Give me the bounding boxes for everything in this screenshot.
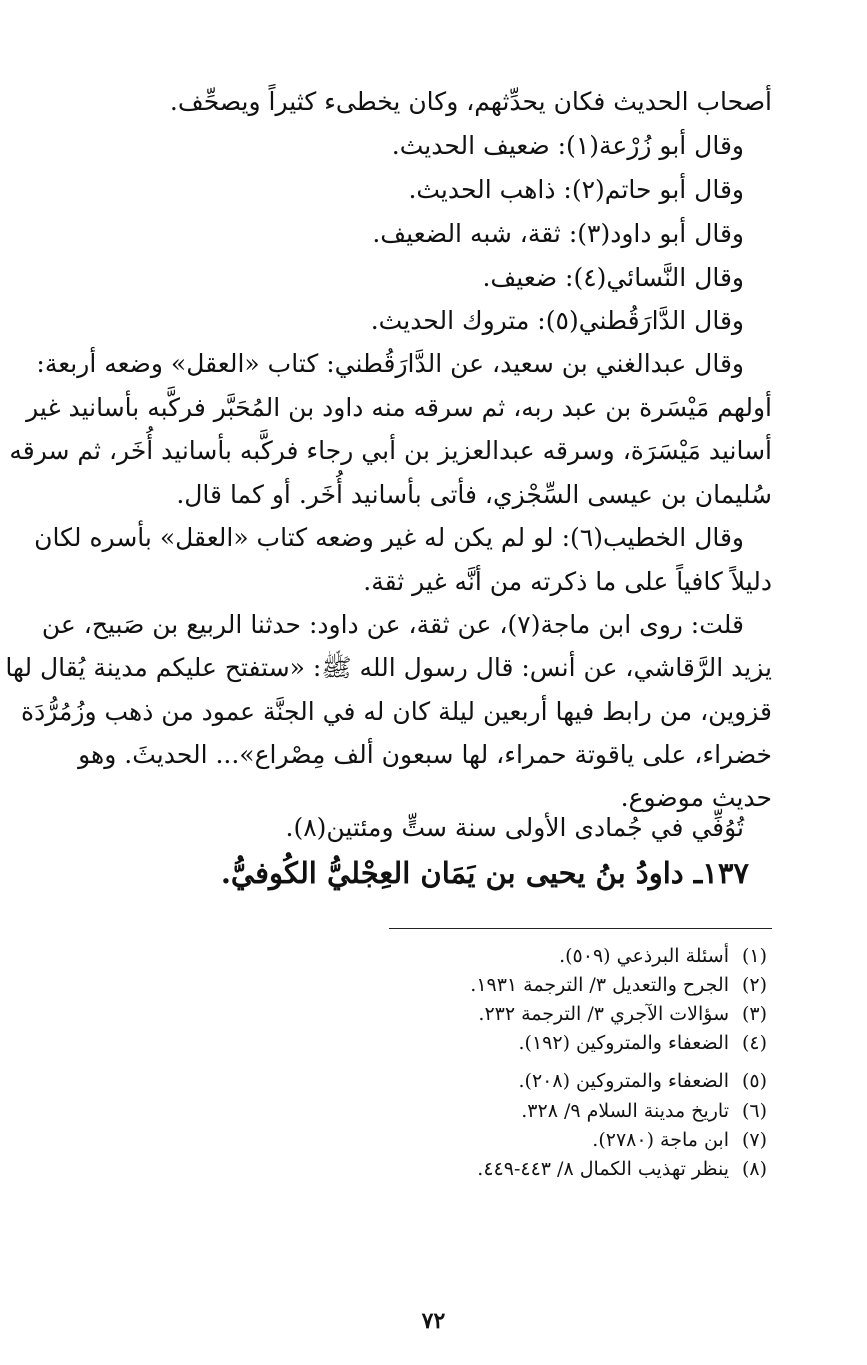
footnote — [470, 972, 767, 998]
footnote-number: (٦) — [741, 1100, 767, 1122]
footnote-text: الضعفاء والمتروكين (٢٠٨). — [518, 1070, 729, 1092]
entry-heading: ١٣٧ـ داودُ بنُ يحيى بن يَمَان العِجْليُّ الكُوفيُّ. — [220, 856, 749, 890]
body-line: وقال النَّسائي(٤): ضعيف. — [482, 263, 744, 292]
body-line: خضراء، على ياقوتة حمراء، لها سبعون ألف مِصْراع»... الحديثَ. وهو — [78, 740, 772, 769]
footnote-text: ابن ماجة (٢٧٨٠). — [592, 1129, 729, 1151]
body-line: وقال عبدالغني بن سعيد، عن الدَّارَقُطني: كتاب «العقل» وضعه أربعة: — [36, 349, 744, 378]
footnote — [478, 1001, 767, 1027]
body-line: سُليمان بن عيسى السِّجْزي، فأتى بأسانيد أُخَر. أو كما قال. — [176, 480, 772, 509]
footnote — [559, 943, 767, 969]
footnote-number: (٨) — [741, 1158, 767, 1180]
body-line: أولهم مَيْسَرة بن عبد ربه، ثم سرقه منه داود بن المُحَبَّر فركَّبه بأسانيد غير — [26, 393, 772, 422]
footnote-text: أسئلة البرذعي (٥٠٩). — [559, 945, 729, 967]
page-number: ٧٢ — [421, 1308, 446, 1334]
footnote — [519, 1030, 767, 1056]
footnote-text: ينظر تهذيب الكمال ٨/ ٤٤٣-٤٤٩. — [477, 1158, 729, 1180]
footnote-number: (٥) — [741, 1070, 767, 1092]
footnote-number: (٤) — [741, 1032, 767, 1054]
footnote-number: (٧) — [741, 1129, 767, 1151]
body-line: حديث موضوع. — [620, 783, 772, 812]
footnote — [477, 1156, 767, 1182]
body-line: أسانيد مَيْسَرَة، وسرقه عبدالعزيز بن أبي رجاء فركَّبه بأسانيد أُخَر، ثم سرقه — [9, 436, 772, 465]
footnote — [521, 1098, 767, 1124]
footnote-text: سؤالات الآجري ٣/ الترجمة ٢٣٢. — [478, 1003, 729, 1025]
body-line: قلت: روى ابن ماجة(٧)، عن ثقة، عن داود: حدثنا الربيع بن صَبيح، عن — [41, 610, 744, 639]
body-line: قزوين، من رابط فيها أربعين ليلة كان له في الجنَّة عمود من ذهب وزُمُرُّدَة — [20, 697, 772, 726]
body-line: وقال الخطيب(٦): لو لم يكن له غير وضعه كتاب «العقل» بأسره لكان — [34, 523, 744, 552]
footnote — [592, 1127, 767, 1153]
footnote-divider — [389, 928, 772, 929]
footnote-number: (٣) — [741, 1003, 767, 1025]
body-line: تُوُفِّي في جُمادى الأولى سنة ستٍّ ومئتين(٨). — [285, 813, 744, 842]
body-line: وقال أبو زُرْعة(١): ضعيف الحديث. — [391, 131, 744, 160]
body-line: أصحاب الحديث فكان يحدِّثهم، وكان يخطىء كثيراً ويصحِّف. — [169, 87, 772, 116]
footnote-text: الضعفاء والمتروكين (١٩٢). — [518, 1032, 729, 1054]
footnote-text: تاريخ مدينة السلام ٩/ ٣٢٨. — [521, 1100, 729, 1122]
body-line: وقال الدَّارَقُطني(٥): متروك الحديث. — [370, 306, 744, 335]
footnote-number: (٢) — [741, 974, 767, 996]
body-line: دليلاً كافياً على ما ذكرته من أنَّه غير ثقة. — [363, 567, 772, 596]
footnote-number: (١) — [741, 945, 767, 967]
footnote — [519, 1068, 767, 1094]
body-line: وقال أبو داود(٣): ثقة، شبه الضعيف. — [372, 219, 744, 248]
body-line: وقال أبو حاتم(٢): ذاهب الحديث. — [408, 175, 744, 204]
body-line: يزيد الرَّقاشي، عن أنس: قال رسول الله ﷺ: «ستفتح عليكم مدينة يُقال لها — [5, 653, 772, 682]
footnote-text: الجرح والتعديل ٣/ الترجمة ١٩٣١. — [470, 974, 729, 996]
